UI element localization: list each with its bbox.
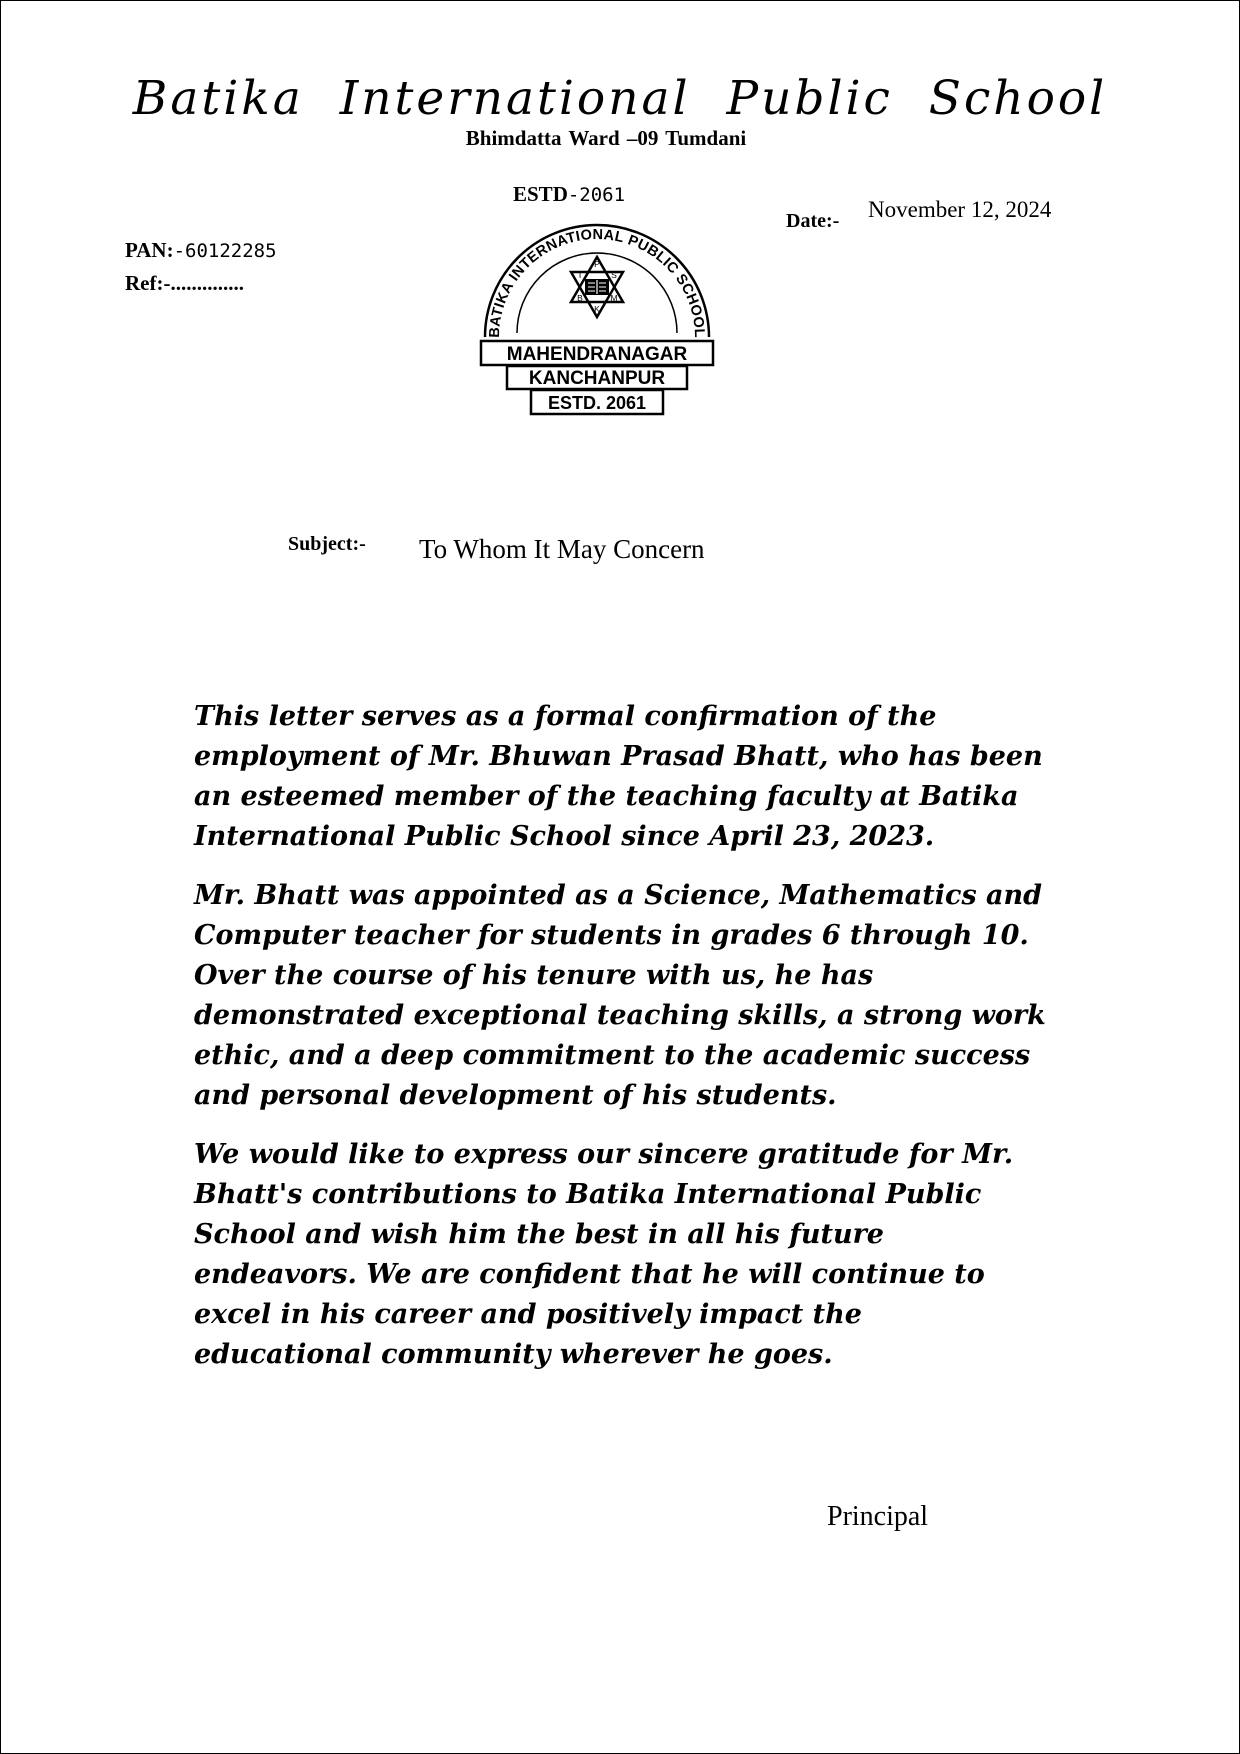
letter-body xyxy=(194,697,1046,1394)
seal-line-1: MAHENDRANAGAR xyxy=(506,344,688,365)
star-letter: K xyxy=(594,304,600,314)
ref-line: Ref:-.............. xyxy=(125,271,244,295)
subject-label: Subject:- xyxy=(288,533,366,555)
date-value: November 12, 2024 xyxy=(868,197,1052,222)
star-letter: I xyxy=(578,270,582,280)
estd-line xyxy=(513,182,625,207)
seal-line-3: ESTD. 2061 xyxy=(547,393,647,413)
star-letter: M xyxy=(610,293,618,303)
seal-line-2: KANCHANPUR xyxy=(528,368,666,389)
school-name-heading: Batika International Public School xyxy=(132,71,1108,126)
subject-value: To Whom It May Concern xyxy=(419,534,705,564)
seal-arc-text: BATIKA INTERNATIONAL PUBLIC SCHOOL xyxy=(486,226,708,339)
school-address: Bhimdatta Ward –09 Tumdani xyxy=(465,126,747,150)
signature-title: Principal xyxy=(827,1501,929,1532)
body-paragraph: Mr. Bhatt was appointed as a Science, Mathematics and Computer teacher for students in grades 6 through 10. Over the course of his tenure with us, he has demonstrated exceptional teaching skills, a strong work ethic, and a deep commitment to the academic success and personal development of his students. xyxy=(194,880,1046,1111)
body-paragraph: This letter serves as a formal confirmation of the employment of Mr. Bhuwan Prasad Bhatt, who has been an esteemed member of the teaching faculty at Batika International Public School since April 23, 2023. xyxy=(194,701,1043,852)
school-seal-logo xyxy=(477,215,717,421)
pan-value: -60122285 xyxy=(173,240,277,262)
star-letter: S xyxy=(611,270,617,280)
pan-label: PAN: xyxy=(125,238,174,262)
pan-line xyxy=(125,238,277,263)
date-label: Date:- xyxy=(786,210,840,232)
star-letter: P xyxy=(594,259,600,269)
book-icon xyxy=(585,279,609,295)
estd-value: -2061 xyxy=(567,184,626,206)
body-paragraph: We would like to express our sincere gratitude for Mr. Bhatt's contributions to Batika International Public School and wish him the best in all his future endeavors. We are confident that he will continue to excel in his career and positively impact the educational community wherever he goes. xyxy=(194,1139,1014,1370)
estd-label: ESTD xyxy=(513,182,568,206)
star-letter: B xyxy=(577,293,583,303)
